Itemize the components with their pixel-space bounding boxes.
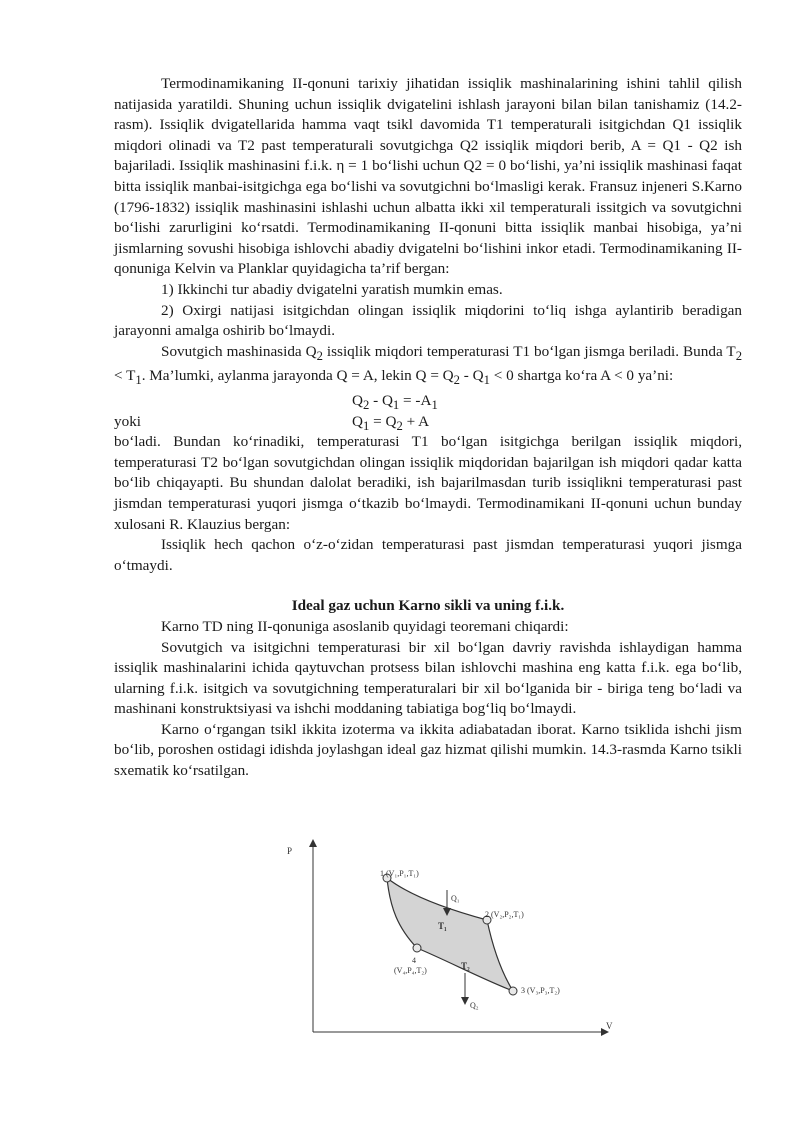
equation-2: yoki $Q_1 = Q_2 + A$ bbox=[114, 412, 430, 433]
point-3-label: 3 (V₃,P₃,T₂) bbox=[521, 986, 560, 995]
paragraph-8: Sovutgich va isitgichni temperaturasi bir xil bo‘lgan davriy ravishda ishlaydigan hamma issiqlik mashinalarini ichida qaytuvchan protsess bilan ishlovchi mashina eng katta f.i.k. ega bo‘lib, ularning f.i.k. isitgich va sovutgichning temperaturalari bir xil bo‘lganida bir - biriga teng bo‘ladi va mashinani konstruktsiyasi va ishchi moddaning tabiatiga bog‘liq bo‘lmaydi. bbox=[114, 638, 742, 718]
point-3 bbox=[509, 987, 517, 995]
paragraph-1: Termodinamikaning II-qonuni tarixiy jihatidan issiqlik mashinalarining ishini tahlil qilish natijasida yaratildi. Shuning uchun issiqlik dvigatelini ishlash jarayoni bilan bilan tanishamiz (14.2-rasm). Issiqlik dvigatellarida hamma vaqt tsikl davomida T1 temperaturali isitgichdan Q1 issiqlik miqdori olinadi va T2 past temperaturali sovutgichga Q2 issiqlik miqdori berib, A = Q1 - Q2 ish bajariladi. Issiqlik mashinasini f.i.k. η = 1 bo‘lishi uchun Q2 = 0 bo‘lishi, ya’ni issiqlik mashinasi faqat bitta issiqlik manbai-isitgichga ega bo‘lishi va sovutgichni bo‘lmasligi kerak. Fransuz injeneri S.Karno (1796-1832) issiqlik mashinasini ishlashi uchun albatta ikki xil temperaturali issitgich va sovutgichni bo‘lishi zarurligini ko‘rsatdi. Termodinamikaning II-qonuni bitta issiqlik manbai hisobiga, ya’ni jismlarning sovushi hisobiga ishlovchi abadiy dvigatelni bo‘lishini inkor etadi. Termodinamikaning II-qonuniga Kelvin va Planklar quyidagicha ta’rif bergan: bbox=[114, 75, 742, 278]
equation-1: $Q_2 - Q_1 = -A_1$ bbox=[352, 391, 438, 412]
paragraph-6: Issiqlik hech qachon o‘z-o‘zidan temperaturasi past jismdan temperaturasi yuqori jismga o‘tmaydi. bbox=[114, 536, 742, 574]
paragraph-4: Sovutgich mashinasida $Q_2$ issiqlik miqdori temperaturasi T1 bo‘lgan jismga beriladi. Bunda $T_2 < T_1$. Ma’lumki, aylanma jarayonda Q = A, lekin $Q = Q_2 - Q_1 < 0$ shartga ko‘ra A < 0 ya’ni: bbox=[114, 342, 743, 388]
paragraph-2: 1) Ikkinchi tur abadiy dvigatelni yaratish mumkin emas. bbox=[161, 280, 503, 298]
section-heading: Ideal gaz uchun Karno sikli va uning f.i.k. bbox=[291, 597, 565, 615]
paragraph-3: 2) Oxirgi natijasi isitgichdan olingan issiqlik miqdorini to‘liq ishga aylantirib beradigan jarayonni amalga oshirib bo‘lmaydi. bbox=[114, 301, 742, 340]
t1-label: T₁ bbox=[438, 921, 447, 931]
point-2-label: 2 (V₂,P₂,T₁) bbox=[485, 910, 524, 919]
paragraph-5: bo‘ladi. Bundan ko‘rinadiki, temperaturasi T1 bo‘lgan isitgichga berilgan issiqlik miqdori, temperaturasi T2 bo‘lgan sovutgichdan olingan issiqlik miqdoridan bajarilgan ish miqdori qadar katta bo‘lib chiqayapti. Bu shundan dalolat beradiki, ish bajarilmasdan turib issiqlikni temperaturasi past jismdan temperaturasi yuqori jismga o‘tkazib bo‘lmaydi. Termodinamikani II-qonuni uchun bunday xulosani R. Klauzius bergan: bbox=[114, 433, 742, 533]
q2-label: Q₂ bbox=[470, 1001, 479, 1010]
document-page bbox=[114, 74, 742, 782]
p-axis-label: P bbox=[287, 846, 293, 856]
point-4-number: 4 bbox=[412, 956, 416, 965]
q1-label: Q₁ bbox=[451, 894, 460, 903]
point-1-label: 1 (V₁,P₁,T₁) bbox=[380, 869, 419, 878]
point-4 bbox=[413, 944, 421, 952]
paragraph-9: Karno o‘rgangan tsikl ikkita izoterma va ikkita adiabatadan iborat. Karno tsiklida ishchi jism bo‘lib, poroshen ostidagi idishda joylashgan ideal gaz hizmat qilishi mumkin. 14.3-rasmda Karno tsikli sxematik ko‘rsatilgan. bbox=[114, 720, 742, 780]
point-4-label: (V₄,P₄,T₂) bbox=[394, 966, 427, 975]
paragraph-7: Karno TD ning II-qonuniga asoslanib quyidagi teoremani chiqardi: bbox=[161, 617, 569, 635]
carnot-cycle-diagram bbox=[280, 838, 620, 1038]
t2-label: T₂ bbox=[461, 961, 470, 971]
v-axis-label: V bbox=[606, 1021, 613, 1031]
